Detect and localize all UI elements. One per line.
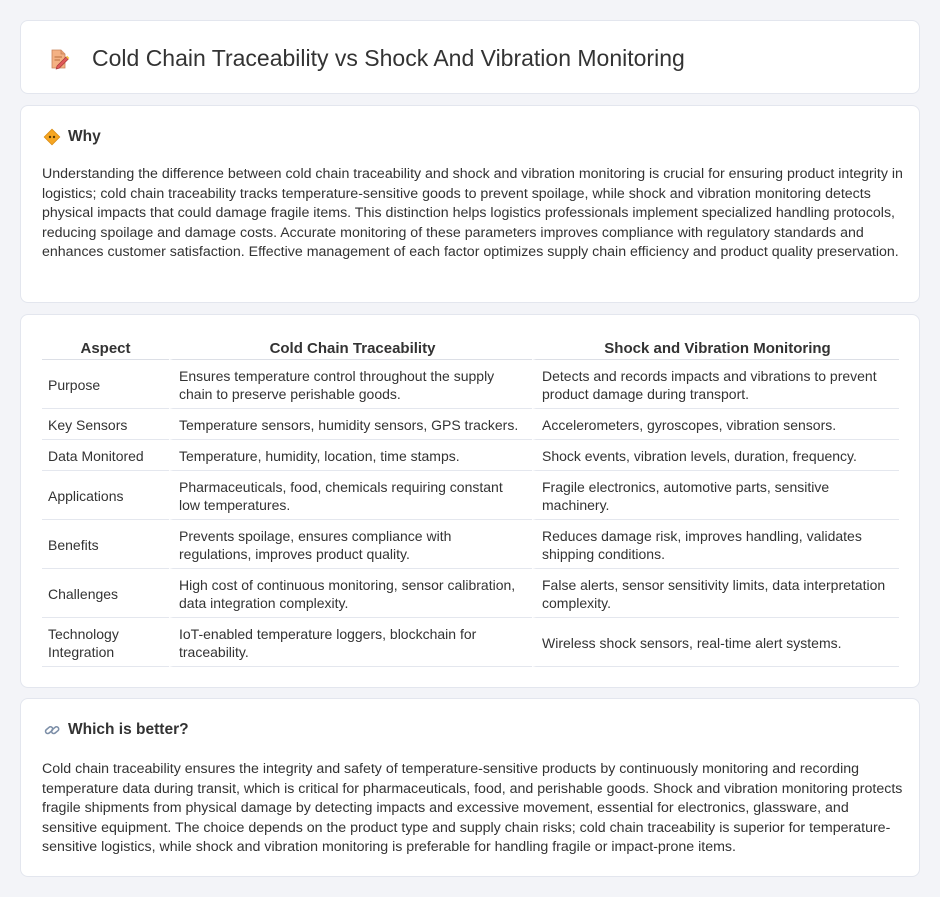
row-shock-vibration: Fragile electronics, automotive parts, sensitive machinery.: [532, 471, 899, 520]
diamond-sign-icon: [43, 128, 61, 146]
row-shock-vibration: Accelerometers, gyroscopes, vibration sensors.: [532, 409, 899, 440]
row-aspect: Data Monitored: [42, 440, 169, 471]
row-shock-vibration: Shock events, vibration levels, duration, frequency.: [532, 440, 899, 471]
header-card: [20, 20, 920, 94]
table-row: [42, 409, 899, 440]
row-cold-chain: Pharmaceuticals, food, chemicals requiring constant low temperatures.: [169, 471, 532, 520]
row-shock-vibration: False alerts, sensor sensitivity limits, data interpretation complexity.: [532, 569, 899, 618]
why-section: [20, 105, 920, 303]
better-heading: [43, 721, 189, 739]
row-cold-chain: Ensures temperature control throughout the supply chain to preserve perishable goods.: [169, 360, 532, 409]
row-shock-vibration: Wireless shock sensors, real-time alert systems.: [532, 618, 899, 667]
row-aspect: Technology Integration: [42, 618, 169, 667]
comparison-card: [20, 314, 920, 688]
link-icon: [43, 721, 61, 739]
why-title: Why: [68, 128, 101, 145]
table-row: [42, 471, 899, 520]
row-aspect: Purpose: [42, 360, 169, 409]
better-section: [20, 698, 920, 877]
better-title: Which is better?: [68, 721, 189, 738]
row-aspect: Key Sensors: [42, 409, 169, 440]
row-cold-chain: Temperature sensors, humidity sensors, GPS trackers.: [169, 409, 532, 440]
row-cold-chain: IoT-enabled temperature loggers, blockchain for traceability.: [169, 618, 532, 667]
table-header-row: [42, 335, 899, 360]
row-cold-chain: Temperature, humidity, location, time stamps.: [169, 440, 532, 471]
page-title: Cold Chain Traceability vs Shock And Vibration Monitoring: [92, 45, 685, 71]
table-row: [42, 618, 899, 667]
header-shock-vibration: Shock and Vibration Monitoring: [532, 335, 899, 360]
row-cold-chain: Prevents spoilage, ensures compliance with regulations, improves product quality.: [169, 520, 532, 569]
why-heading: [43, 128, 101, 146]
pencil-document-icon: [47, 47, 71, 71]
table-row: [42, 440, 899, 471]
better-text: Cold chain traceability ensures the integrity and safety of temperature-sensitive products by continuously monitoring and recording temperature data during transit, which is critical for pharmaceuticals, food, and perishable goods. Shock and vibration monitoring protects fragile shipments from physical damage by detecting impacts and excessive movement, essential for electronics, glassware, and sensitive equipment. The choice depends on the product type and supply chain risks; cold chain traceability is superior for temperature-sensitive logistics, while shock and vibration monitoring is preferable for handling fragile or impact-prone items.: [42, 761, 903, 856]
header-aspect: Aspect: [42, 335, 169, 360]
header-cold-chain: Cold Chain Traceability: [169, 335, 532, 360]
row-shock-vibration: Reduces damage risk, improves handling, validates shipping conditions.: [532, 520, 899, 569]
row-aspect: Applications: [42, 471, 169, 520]
row-cold-chain: High cost of continuous monitoring, sensor calibration, data integration complexity.: [169, 569, 532, 618]
table-row: [42, 520, 899, 569]
comparison-table: [42, 335, 899, 667]
row-aspect: Benefits: [42, 520, 169, 569]
why-text: Understanding the difference between cold chain traceability and shock and vibration monitoring is crucial for ensuring product integrity in logistics; cold chain traceability tracks temperature-sensitive goods to prevent spoilage, while shock and vibration monitoring detects physical impacts that could damage fragile items. This distinction helps logistics professionals implement specialized handling protocols, reducing spoilage and damage costs. Accurate monitoring of these parameters improves compliance with regulatory standards and enhances customer satisfaction. Effective management of each factor optimizes supply chain efficiency and product quality preservation.: [42, 166, 903, 261]
table-row: [42, 569, 899, 618]
row-shock-vibration: Detects and records impacts and vibrations to prevent product damage during transport.: [532, 360, 899, 409]
row-aspect: Challenges: [42, 569, 169, 618]
table-row: [42, 360, 899, 409]
